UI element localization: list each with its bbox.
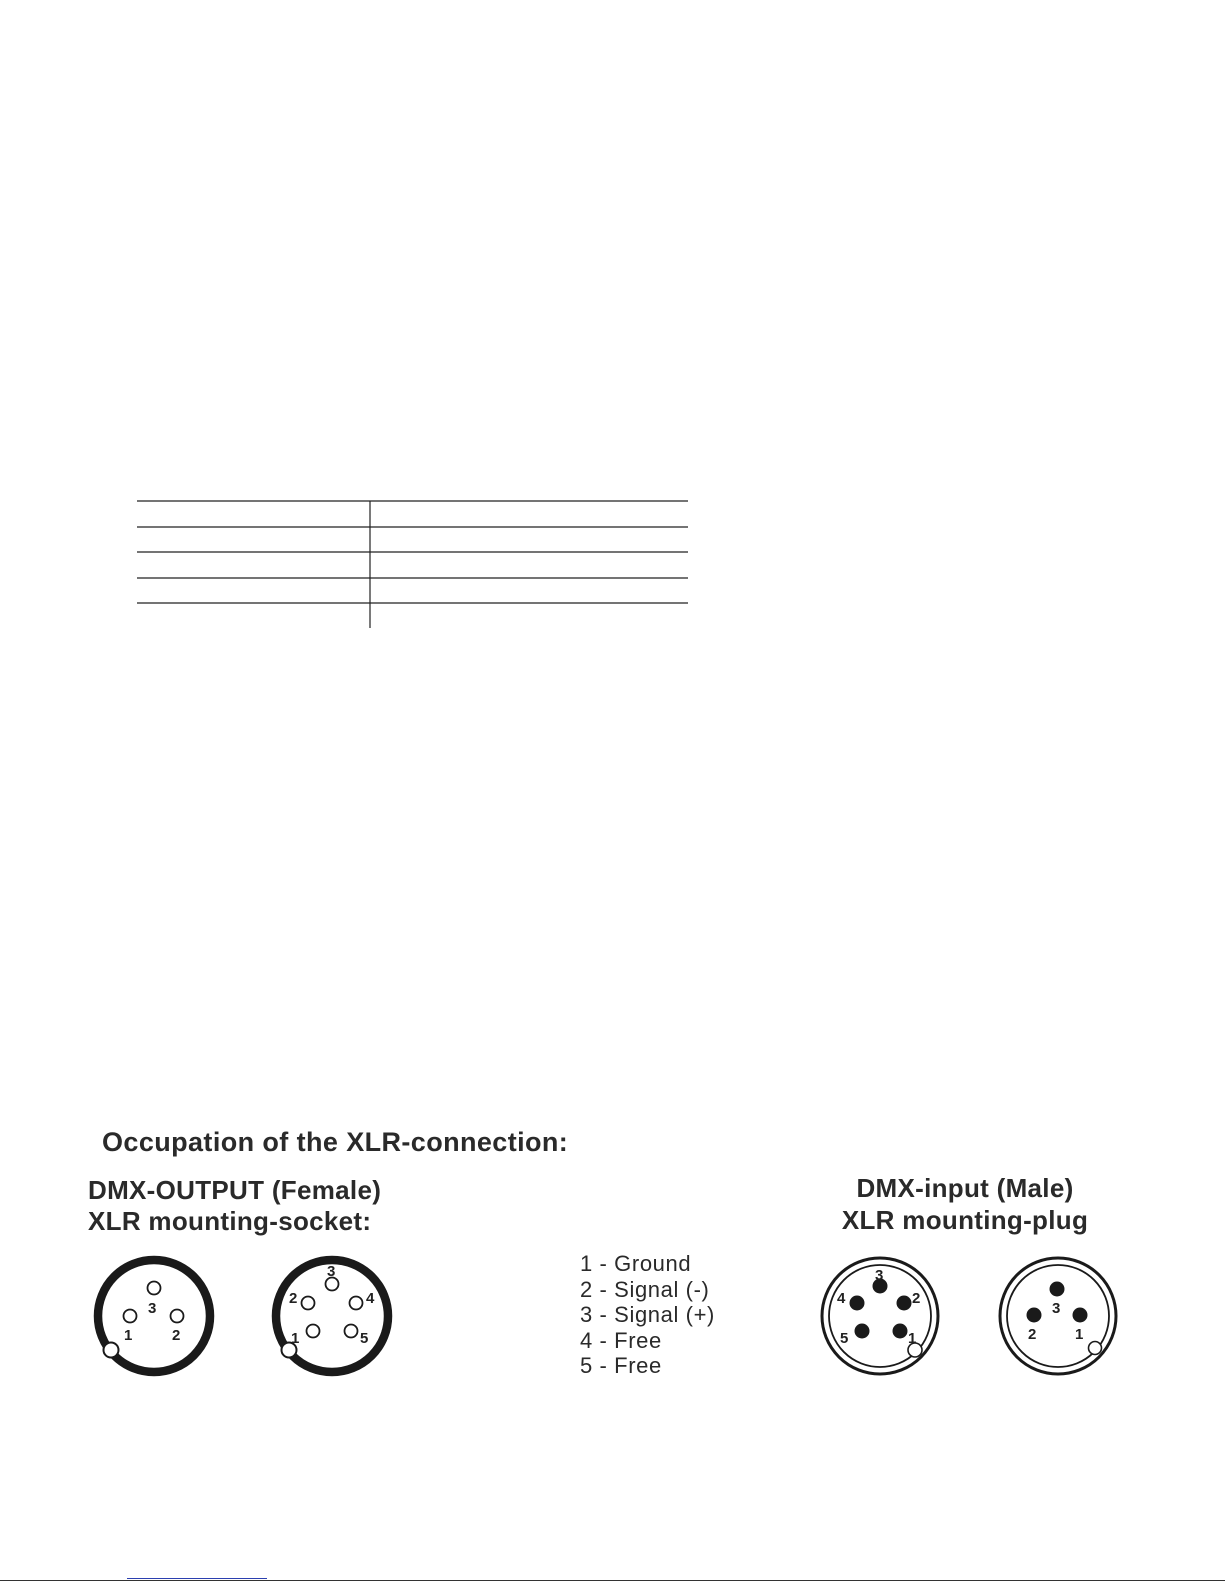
pin-assignment-item: 5 - Free xyxy=(580,1353,662,1378)
pin-label: 1 xyxy=(1075,1326,1084,1343)
pin-assignment-item: 4 - Free xyxy=(580,1327,662,1353)
page-bottom-rule xyxy=(0,1580,1225,1581)
section-title: Occupation of the XLR-connection: xyxy=(102,1127,569,1157)
pin-label: 3 xyxy=(875,1267,884,1284)
pin-label: 2 xyxy=(172,1327,181,1344)
pin xyxy=(1050,1282,1065,1297)
pin-hole xyxy=(171,1310,184,1323)
pin-label: 3 xyxy=(327,1263,336,1280)
pin-label: 1 xyxy=(124,1327,133,1344)
pin-label: 2 xyxy=(912,1290,921,1307)
pin-label: 4 xyxy=(366,1290,375,1307)
pin-label: 2 xyxy=(289,1290,298,1307)
dmx-output-heading-line2: XLR mounting-socket: xyxy=(88,1206,372,1236)
pin xyxy=(893,1324,908,1339)
dmx-input-heading xyxy=(800,1172,1130,1236)
pin-label: 2 xyxy=(1028,1326,1037,1343)
pin-assignment-item: 3 - Signal (+) xyxy=(580,1302,715,1327)
dmx-output-heading xyxy=(88,1175,381,1237)
pin-label: 1 xyxy=(908,1330,917,1347)
dmx-input-heading-line2: XLR mounting-plug xyxy=(841,1205,1089,1235)
pin xyxy=(897,1296,912,1311)
pin xyxy=(1027,1308,1042,1323)
pin-label: 4 xyxy=(837,1290,846,1307)
empty-table xyxy=(0,0,1225,700)
pin-assignment-list xyxy=(580,1251,715,1379)
footer-link-underline xyxy=(127,1578,267,1579)
pin-hole xyxy=(350,1297,363,1310)
dmx-input-heading-line1: DMX-input (Male) xyxy=(856,1173,1074,1203)
female-3pin-socket-diagram xyxy=(90,1252,220,1382)
pin-label: 3 xyxy=(1052,1300,1061,1317)
pin xyxy=(1073,1308,1088,1323)
pin-hole xyxy=(302,1297,315,1310)
pin-hole xyxy=(345,1325,358,1338)
pin-label: 1 xyxy=(291,1330,300,1347)
pin xyxy=(855,1324,870,1339)
pin-label: 3 xyxy=(148,1300,157,1317)
pin-assignment-item: 2 - Signal (-) xyxy=(580,1276,710,1302)
male-5pin-plug-diagram xyxy=(816,1252,946,1382)
pin-hole xyxy=(124,1310,137,1323)
pin-hole xyxy=(148,1282,161,1295)
pin-assignment-item: 1 - Ground xyxy=(580,1251,692,1276)
pin-label: 5 xyxy=(360,1330,369,1347)
male-3pin-plug-diagram xyxy=(994,1252,1124,1382)
female-5pin-socket-diagram xyxy=(268,1252,398,1382)
pin-label: 5 xyxy=(840,1330,849,1347)
dmx-output-heading-line1: DMX-OUTPUT (Female) xyxy=(88,1175,382,1205)
pin-hole xyxy=(307,1325,320,1338)
pin xyxy=(850,1296,865,1311)
